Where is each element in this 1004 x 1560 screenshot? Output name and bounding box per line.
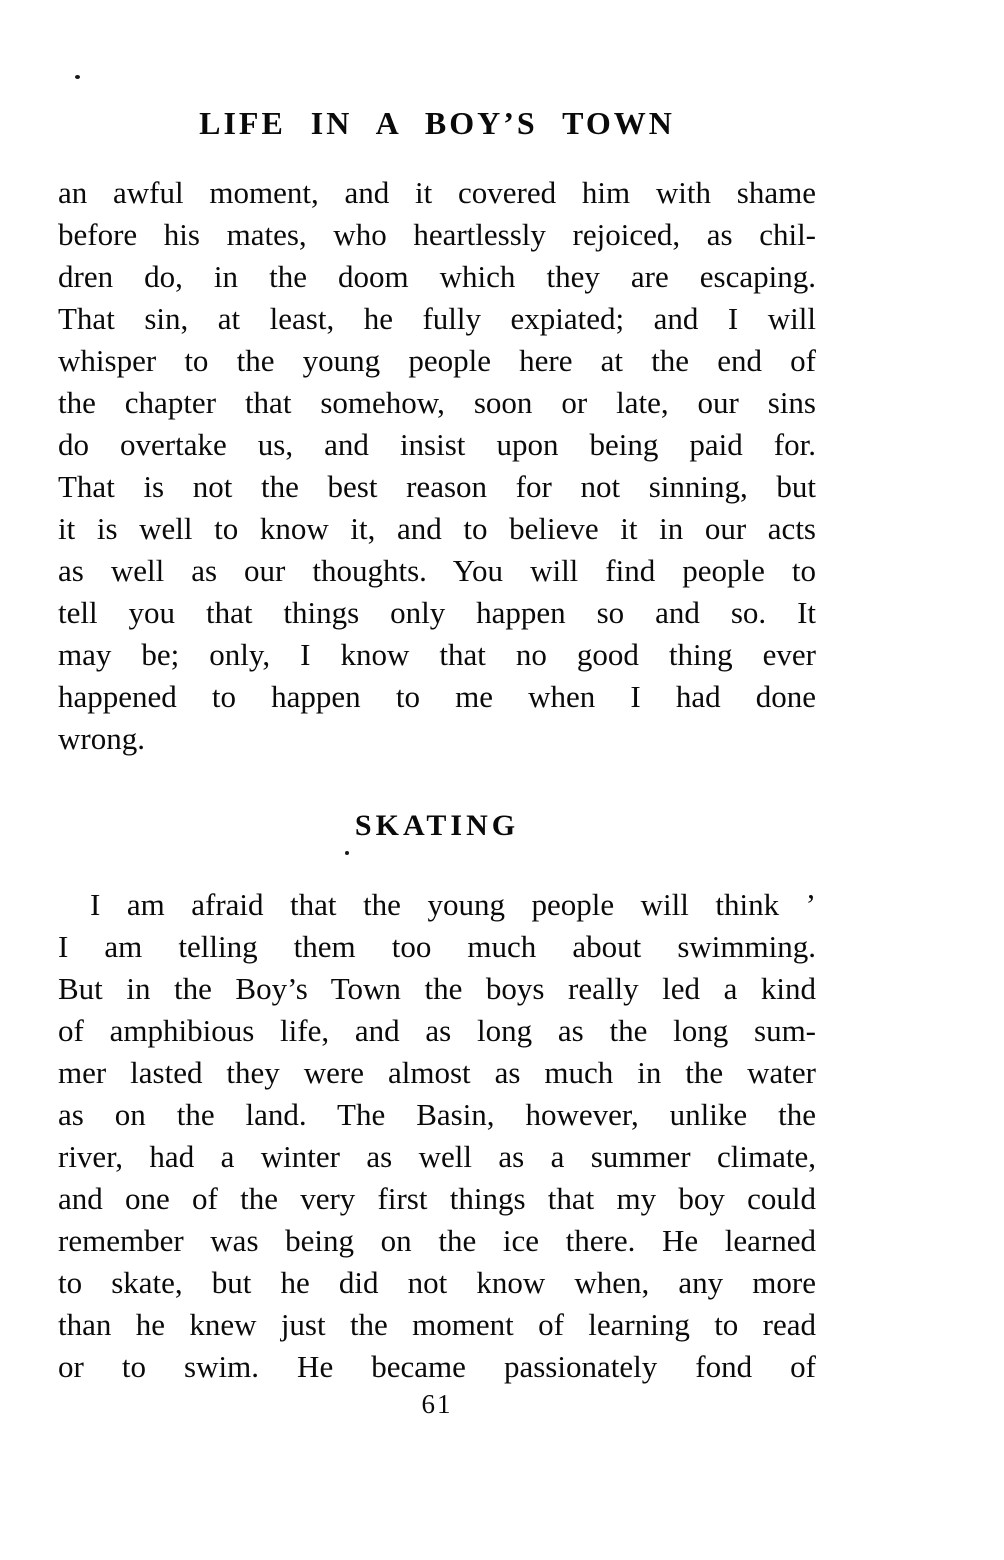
text-line: But in the Boy’s Town the boys really led a kind	[58, 971, 816, 1006]
text-line: mer lasted they were almost as much in the water	[58, 1055, 816, 1090]
text-line: as well as our thoughts. You will find people to	[58, 553, 816, 588]
text-line: the chapter that somehow, soon or late, our sins	[58, 385, 816, 420]
text-line: happened to happen to me when I had done	[58, 679, 816, 714]
text-line: wrong.	[58, 721, 145, 756]
text-line: before his mates, who heartlessly rejoiced, as chil-	[58, 217, 816, 252]
text-line: river, had a winter as well as a summer climate,	[58, 1139, 816, 1174]
text-line: an awful moment, and it covered him with shame	[58, 175, 816, 210]
ink-speck	[75, 75, 80, 79]
text-line: of amphibious life, and as long as the long sum-	[58, 1013, 816, 1048]
text-line: That is not the best reason for not sinning, but	[58, 469, 816, 504]
text-line: dren do, in the doom which they are escaping.	[58, 259, 816, 294]
text-line: I am telling them too much about swimming.	[58, 929, 816, 964]
text-line: than he knew just the moment of learning to read	[58, 1307, 816, 1342]
text-line: remember was being on the ice there. He learned	[58, 1223, 816, 1258]
ink-speck	[345, 851, 349, 855]
text-line: tell you that things only happen so and so. It	[58, 595, 816, 630]
text-line: and one of the very first things that my boy could	[58, 1181, 816, 1216]
text-line: to skate, but he did not know when, any more	[58, 1265, 816, 1300]
paragraph-2	[58, 884, 816, 1388]
text-line: may be; only, I know that no good thing ever	[58, 637, 816, 672]
text-line: whisper to the young people here at the end of	[58, 343, 816, 378]
text-line: it is well to know it, and to believe it in our acts	[58, 511, 816, 546]
text-line: do overtake us, and insist upon being paid for.	[58, 427, 816, 462]
page-number: 61	[421, 1389, 453, 1419]
text-line: or to swim. He became passionately fond of	[58, 1349, 816, 1384]
text-line: as on the land. The Basin, however, unlike the	[58, 1097, 816, 1132]
text-line: I am afraid that the young people will think ’	[90, 887, 816, 922]
text-line: That sin, at least, he fully expiated; and I will	[58, 301, 816, 336]
running-header: LIFE IN A BOY’S TOWN	[199, 105, 675, 141]
paragraph-1	[58, 172, 816, 760]
section-heading: SKATING	[354, 809, 520, 842]
